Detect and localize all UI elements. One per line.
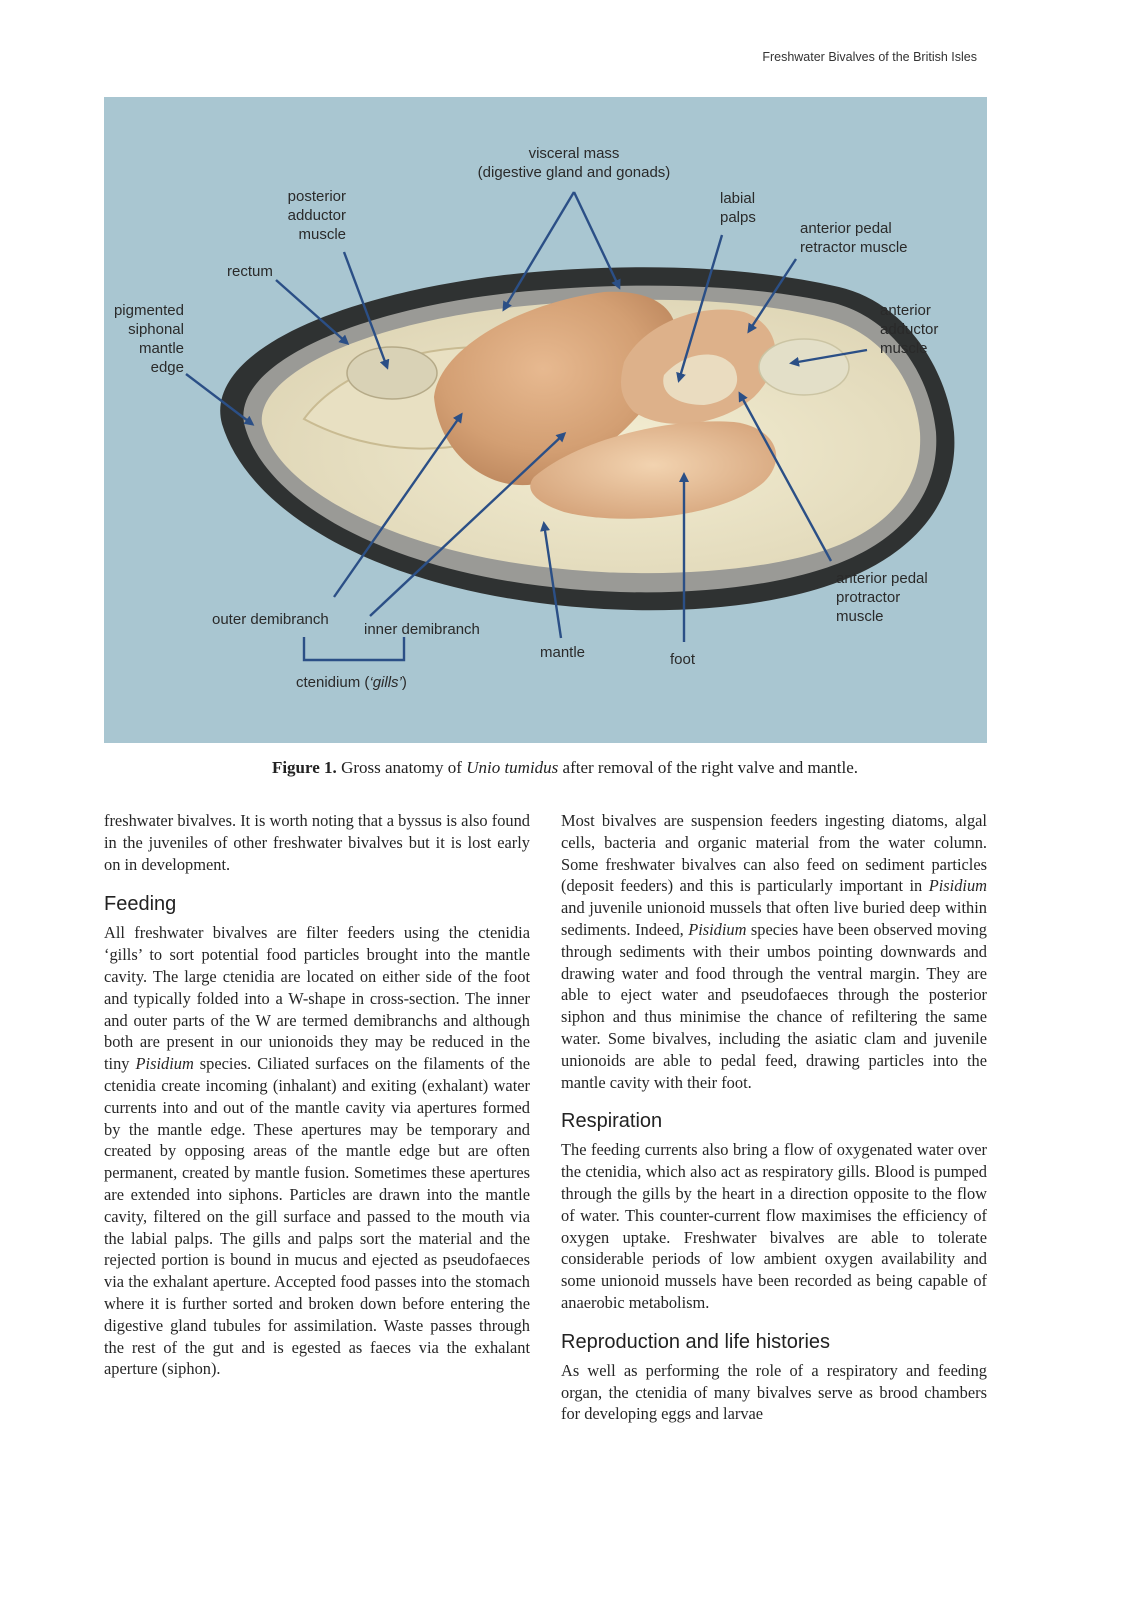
label-anterior-pedal-retractor: anterior pedal retractor muscle	[800, 220, 908, 256]
label-pigmented-siphonal-mantle-edge: pigmented siphonal mantle edge	[113, 302, 184, 376]
figure-caption: Figure 1. Gross anatomy of Unio tumidus after removal of the right valve and mantle.	[271, 758, 859, 777]
label-inner-demibranch: inner demibranch	[364, 621, 480, 638]
label-posterior-adductor: posterior adductor muscle	[287, 188, 346, 243]
label-ctenidium: ctenidium (‘gills’)	[296, 674, 407, 691]
heading-feeding: Feeding	[104, 893, 177, 916]
label-outer-demibranch: outer demibranch	[212, 611, 329, 628]
paragraph: As well as performing the role of a respiratory and feeding organ, the ctenidia of many bivalves serve as brood chambers for developing eggs and larvae	[561, 1360, 987, 1424]
running-head: Freshwater Bivalves of the British Isles	[762, 50, 977, 64]
paragraph: Most bivalves are suspension feeders ingesting diatoms, algal cells, bacteria and organic material from the water column. Some freshwater bivalves can also feed on sediment particles (deposit feeders) and this is particularly important in Pisidium and juvenile unionoid mussels that often live buried deep within sediments. Indeed, Pisidium species have been observed moving through sediments with their umbos pointing downwards and drawing water and food through the ventral margin. They are able to eject water and pseudofaeces through the posterior siphon and thus minimise the chance of refiltering the same water. Some bivalves, including the asiatic clam and juvenile unionoids are able to pedal feed, drawing particles into the mantle cavity with their foot.	[561, 811, 988, 1092]
label-anterior-pedal-protractor: anterior pedal protractor muscle	[836, 570, 928, 625]
heading-reproduction: Reproduction and life histories	[561, 1330, 831, 1353]
posterior-adductor	[347, 347, 437, 399]
paragraph: All freshwater bivalves are filter feeders using the ctenidia ‘gills’ to sort potential food particles brought into the mantle cavity. The large ctenidia are located on either side of the foot and typically folded into a W-shape in cross-section. The inner and outer parts of the W are termed demibranchs and although both are present in our unionoids they may be reduced in the tiny Pisidium species. Ciliated surfaces on the filaments of the ctenidia create incoming (inhalant) and exiting (exhalant) water currents into and out of the mantle cavity via apertures formed by the mantle edge. These apertures may be temporary and created by opposing areas of the mantle edge but are often permanent, created by mantle fusion. Sometimes these apertures are extended into siphons. Particles are drawn into the mantle cavity, filtered on the gill surface and passed to the mouth via the labial palps. The gills and palps sort the material and the rejected portion is bound in mucus and ejected as pseudofaeces via the exhalant aperture. Accepted food passes into the stomach where it is further sorted and broken down before entering the digestive gland tubules for assimilation. Waste passes through the rest of the gut and is egested as faeces via the exhalant aperture (siphon).	[104, 923, 530, 1379]
anatomy-figure	[104, 97, 987, 743]
label-anterior-adductor: anterior adductor muscle	[880, 302, 939, 357]
label-foot: foot	[670, 651, 696, 668]
ctenidium-bracket	[304, 637, 404, 660]
label-labial-palps: labial palps	[720, 190, 756, 226]
label-visceral-mass: visceral mass (digestive gland and gonads)	[477, 145, 671, 181]
left-column	[104, 810, 530, 1380]
heading-respiration: Respiration	[561, 1110, 663, 1133]
label-rectum: rectum	[227, 263, 273, 280]
right-column	[561, 810, 987, 1425]
paragraph: freshwater bivalves. It is worth noting that a byssus is also found in the juveniles of other freshwater bivalves but it is lost early on in development.	[104, 811, 530, 874]
anterior-adductor	[759, 339, 849, 395]
paragraph: The feeding currents also bring a flow of oxygenated water over the ctenidia, which also act as respiratory gills. Blood is pumped through the gills by the heart in a direction opposite to the flow of water. This counter-current flow maximises the efficiency of oxygen uptake. Freshwater bivalves are able to tolerate considerable periods of low ambient oxygen availability and some unionoid mussels have been recorded as being capable of anaerobic metabolism.	[561, 1140, 987, 1312]
label-mantle: mantle	[540, 644, 586, 661]
